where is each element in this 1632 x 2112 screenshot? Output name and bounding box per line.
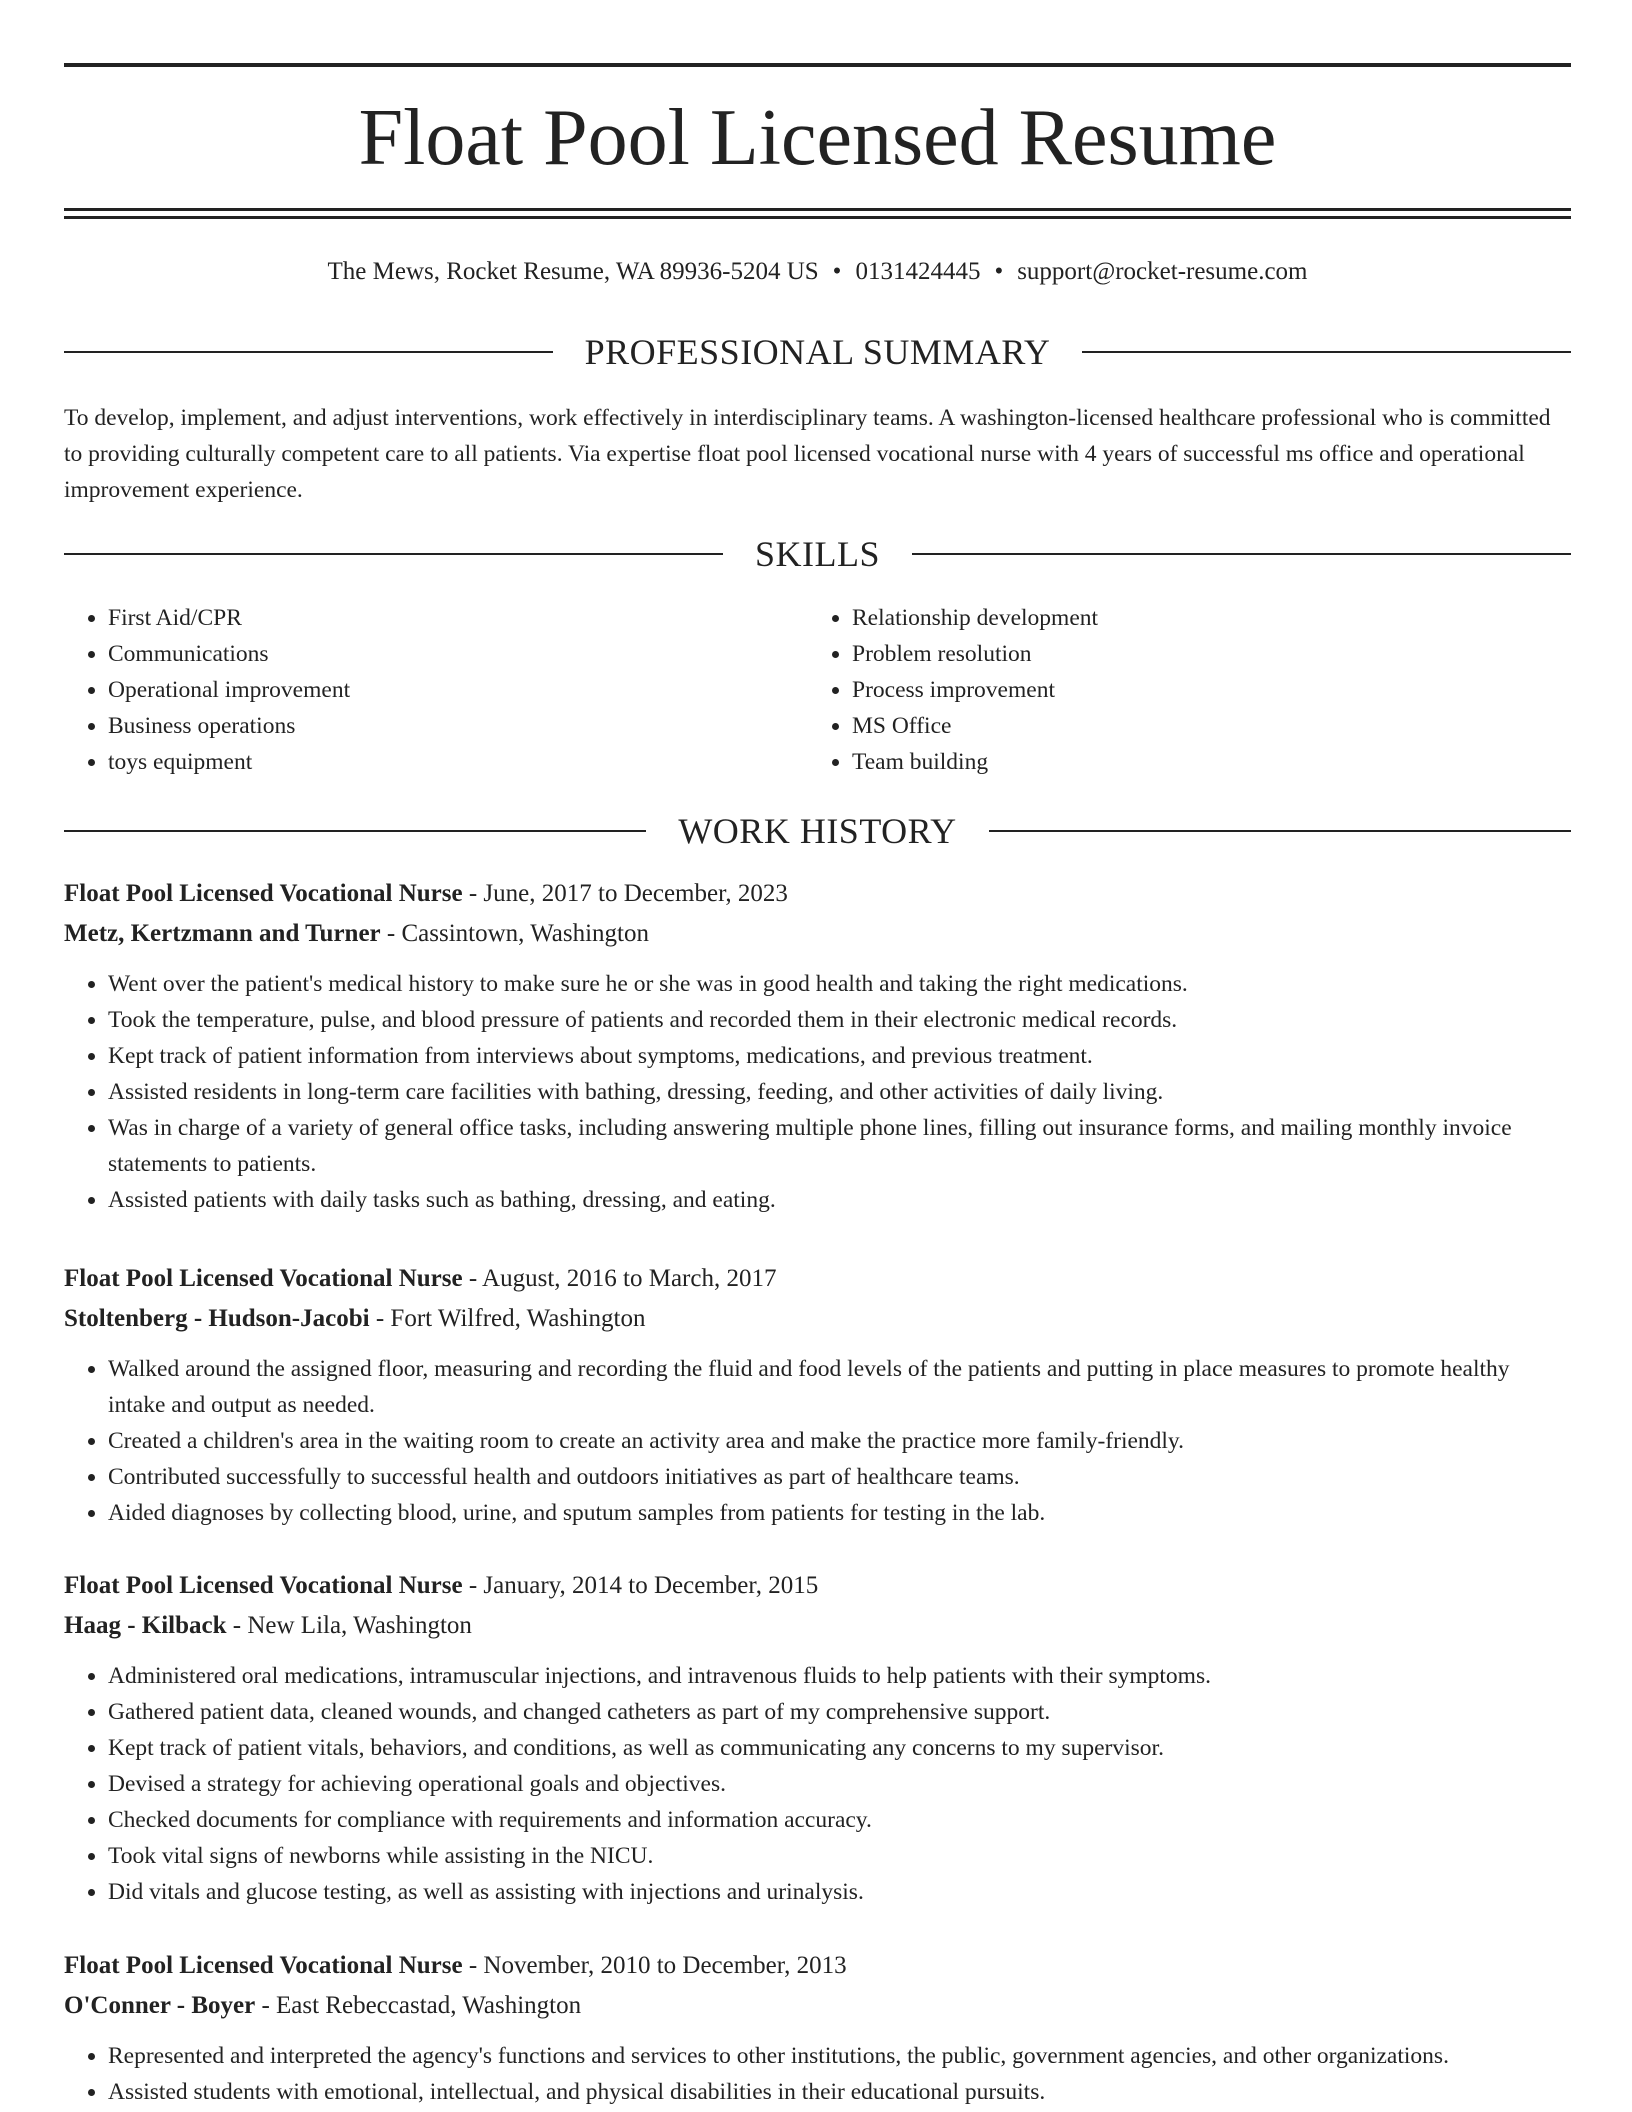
job-bullets	[64, 966, 1571, 1218]
job-entry	[64, 1946, 1571, 2110]
job-company-line	[64, 1606, 1571, 1646]
job-bullet: • Took the temperature, pulse, and blood pressure of patients and recorded them in their electronic medical records.	[108, 1002, 1571, 1038]
job-dates: - August, 2016 to March, 2017	[462, 1265, 777, 1292]
heading-rule-right	[912, 553, 1571, 555]
job-bullet: • Assisted residents in long-term care facilities with bathing, dressing, feeding, and other activities of daily living.	[108, 1074, 1571, 1110]
job-location: - New Lila, Washington	[226, 1612, 472, 1639]
job-title: Float Pool Licensed Vocational Nurse	[64, 1265, 463, 1292]
skills-heading: SKILLS	[755, 534, 881, 574]
job-company-line	[64, 914, 1571, 954]
job-bullet: • Took vital signs of newborns while assisting in the NICU.	[108, 1838, 1571, 1874]
job-company: Metz, Kertzmann and Turner	[64, 920, 381, 947]
job-bullet: • Gathered patient data, cleaned wounds, and changed catheters as part of my comprehensive support.	[108, 1694, 1571, 1730]
skill-item: • Communications	[108, 636, 808, 672]
job-bullet: • Kept track of patient vitals, behaviors, and conditions, as well as communicating any concerns to my supervisor.	[108, 1730, 1571, 1766]
job-bullets	[64, 2038, 1571, 2110]
job-bullet: • Checked documents for compliance with requirements and information accuracy.	[108, 1802, 1571, 1838]
job-location: - East Rebeccastad, Washington	[255, 1992, 582, 2019]
job-bullet: • Assisted patients with daily tasks such as bathing, dressing, and eating.	[108, 1182, 1571, 1218]
title-underline-rule-2	[64, 216, 1571, 219]
contact-line	[64, 256, 1571, 288]
heading-rule-right	[1082, 351, 1571, 353]
job-bullet: • Walked around the assigned floor, measuring and recording the fluid and food levels of the patients and putting in place measures to promote healthy intake and output as needed.	[108, 1351, 1571, 1423]
skill-item: • Business operations	[108, 708, 808, 744]
skills-heading-row	[64, 534, 1571, 574]
job-bullet: • Kept track of patient information from interviews about symptoms, medications, and previous treatment.	[108, 1038, 1571, 1074]
job-bullet: • Represented and interpreted the agency's functions and services to other institutions, the public, government agencies, and other organizations.	[108, 2038, 1571, 2074]
resume-title: Float Pool Licensed Resume	[358, 94, 1277, 182]
job-bullet: • Created a children's area in the waiting room to create an activity area and make the practice more family-friendly.	[108, 1423, 1571, 1459]
job-bullet: • Was in charge of a variety of general office tasks, including answering multiple phone lines, filling out insurance forms, and mailing monthly invoice statements to patients.	[108, 1110, 1571, 1182]
contact-phone: 0131424445	[855, 258, 981, 285]
job-entry	[64, 1566, 1571, 1910]
summary-heading-row	[64, 332, 1571, 372]
work-heading-row	[64, 811, 1571, 851]
job-dates: - November, 2010 to December, 2013	[462, 1952, 847, 1979]
skill-item: • Process improvement	[852, 672, 1552, 708]
skill-item: • First Aid/CPR	[108, 600, 808, 636]
job-title: Float Pool Licensed Vocational Nurse	[64, 1952, 463, 1979]
top-rule	[64, 63, 1571, 67]
skills-column-left	[64, 600, 808, 780]
skill-item: • Relationship development	[852, 600, 1552, 636]
job-bullet: • Assisted students with emotional, intellectual, and physical disabilities in their educational pursuits.	[108, 2074, 1571, 2110]
job-bullet: • Administered oral medications, intramuscular injections, and intravenous fluids to help patients with their symptoms.	[108, 1658, 1571, 1694]
summary-heading: PROFESSIONAL SUMMARY	[584, 332, 1051, 372]
job-company-line	[64, 1299, 1571, 1339]
job-bullets	[64, 1658, 1571, 1910]
job-bullets	[64, 1351, 1571, 1531]
job-dates: - June, 2017 to December, 2023	[462, 880, 788, 907]
heading-rule-right	[989, 830, 1571, 832]
job-title-line	[64, 874, 1571, 914]
job-entry	[64, 1259, 1571, 1531]
contact-address: The Mews, Rocket Resume, WA 89936-5204 US	[327, 258, 819, 285]
skill-item: • toys equipment	[108, 744, 808, 780]
job-title: Float Pool Licensed Vocational Nurse	[64, 880, 463, 907]
title-underline-rule	[64, 208, 1571, 211]
job-location: - Cassintown, Washington	[380, 920, 649, 947]
skill-item: • Team building	[852, 744, 1552, 780]
contact-email: support@rocket-resume.com	[1017, 258, 1308, 285]
summary-text: To develop, implement, and adjust interventions, work effectively in interdisciplinary teams. A washington-licensed healthcare professional who is committed to providing culturally competent care to all patients. Via expertise float pool licensed vocational nurse with 4 years of successful ms office and operational improvement experience.	[64, 405, 1551, 503]
job-bullet: • Aided diagnoses by collecting blood, urine, and sputum samples from patients for testing in the lab.	[108, 1495, 1571, 1531]
contact-separator: •	[994, 258, 1004, 285]
skills-list	[64, 600, 1571, 780]
work-heading: WORK HISTORY	[678, 811, 957, 851]
job-company: O'Conner - Boyer	[64, 1992, 256, 2019]
heading-rule-left	[64, 553, 723, 555]
heading-rule-left	[64, 351, 553, 353]
skills-column-right	[808, 600, 1552, 780]
heading-rule-left	[64, 830, 646, 832]
job-location: - Fort Wilfred, Washington	[369, 1305, 646, 1332]
job-company: Haag - Kilback	[64, 1612, 227, 1639]
skill-item: • Operational improvement	[108, 672, 808, 708]
job-title-line	[64, 1946, 1571, 1986]
job-title-line	[64, 1259, 1571, 1299]
job-company-line	[64, 1986, 1571, 2026]
contact-separator: •	[832, 258, 842, 285]
job-entry	[64, 874, 1571, 1218]
job-bullet: • Did vitals and glucose testing, as well as assisting with injections and urinalysis.	[108, 1874, 1571, 1910]
job-company: Stoltenberg - Hudson-Jacobi	[64, 1305, 370, 1332]
skill-item: • Problem resolution	[852, 636, 1552, 672]
job-title-line	[64, 1566, 1571, 1606]
skill-item: • MS Office	[852, 708, 1552, 744]
job-title: Float Pool Licensed Vocational Nurse	[64, 1572, 463, 1599]
job-bullet: • Contributed successfully to successful health and outdoors initiatives as part of healthcare teams.	[108, 1459, 1571, 1495]
job-bullet: • Devised a strategy for achieving operational goals and objectives.	[108, 1766, 1571, 1802]
job-dates: - January, 2014 to December, 2015	[462, 1572, 819, 1599]
job-bullet: • Went over the patient's medical history to make sure he or she was in good health and taking the right medications.	[108, 966, 1571, 1002]
